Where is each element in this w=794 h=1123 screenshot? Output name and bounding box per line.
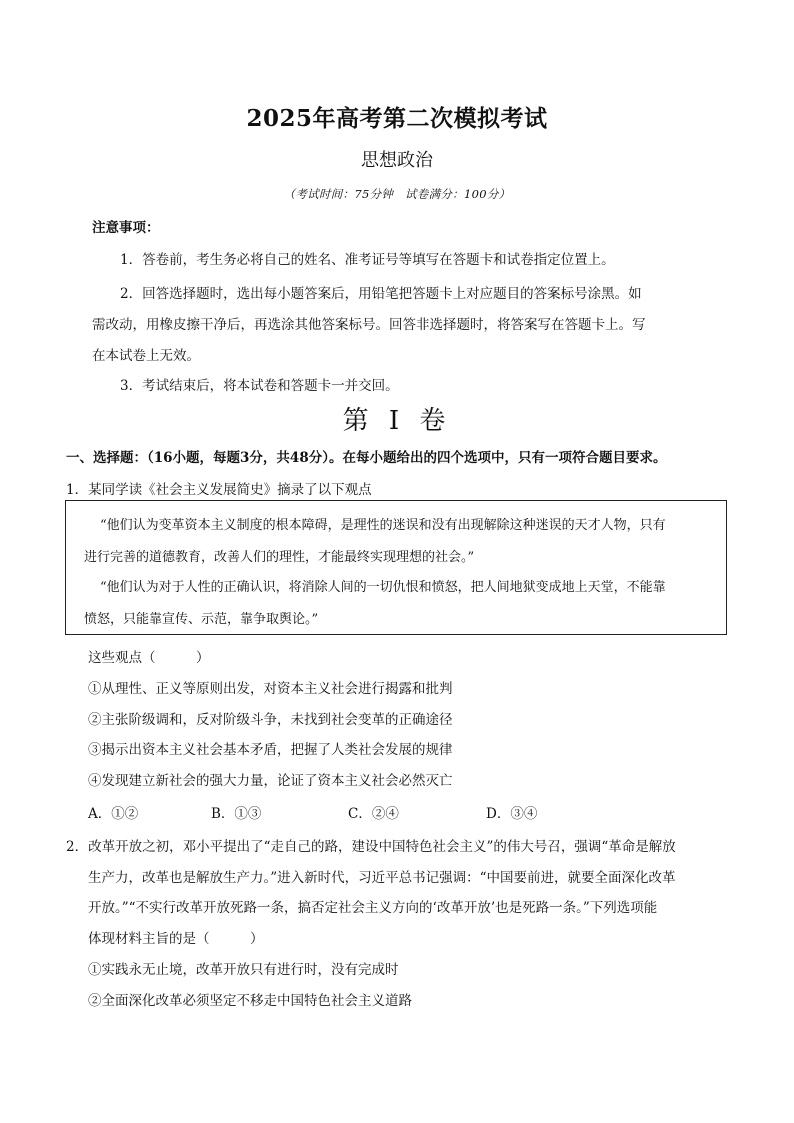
notice-item-2-line-1: 2．回答选择题时，选出每小题答案后，用铅笔把答题卡上对应题目的答案标号涂黑。如 <box>120 286 642 302</box>
q1-quote1-line1: “他们认为变革资本主义制度的根本障碍，是理性的迷误和没有出现解除这种迷误的天才人物，只有 <box>100 518 666 533</box>
q1-option-a: A．①② <box>88 806 139 822</box>
q2-stem-line-4: 体现材料主旨的是（ ） <box>88 931 264 947</box>
q1-quote1-line2: 进行完善的道德教育，改善人们的理性，才能最终实现理想的社会。” <box>84 550 475 565</box>
q1-statement-1: ①从理性、正义等原则出发，对资本主义社会进行揭露和批判 <box>88 681 453 697</box>
section-heading <box>66 446 666 466</box>
q1-statement-3: ③揭示出资本主义社会基本矛盾，把握了人类社会发展的规律 <box>88 742 453 758</box>
q1-statement-4: ④发现建立新社会的强大力量，论证了资本主义社会必然灭亡 <box>88 773 453 789</box>
q1-statement-2: ②主张阶级调和，反对阶级斗争，未找到社会变革的正确途径 <box>88 712 453 728</box>
notice-heading: 注意事项： <box>92 220 160 236</box>
volume-title: 第 I 卷 <box>342 406 452 436</box>
exam-title: 2025年高考第二次模拟考试 <box>246 105 548 132</box>
q2-stem-line-2: 生产力，改革也是解放生产力。”进入新时代，习近平总书记强调：“中国要前进，就要全面深化改革 <box>88 870 676 886</box>
q2-statement-1: ①实践永无止境，改革开放只有进行时，没有完成时 <box>88 962 399 978</box>
q2-stem-line-1: 2．改革开放之初，邓小平提出了“走自己的路，建设中国特色社会主义”的伟大号召，强调“革命是解放 <box>66 839 676 855</box>
notice-item-3: 3．考试结束后，将本试卷和答题卡一并交回。 <box>120 378 399 394</box>
section-heading-part1: 一、选择题：（16小题，每题3分，共48分）。在每小题给出的 <box>66 450 437 466</box>
q1-quote2-line2: 愤怒，只能靠宣传、示范，靠争取舆论。” <box>84 612 319 627</box>
section-heading-emphasis: 四个选项 <box>436 450 491 466</box>
q1-prompt: 这些观点（ ） <box>88 650 210 666</box>
section-heading-part3: 中，只有一项符合题目要求。 <box>490 450 667 466</box>
notice-item-2-line-2: 需改动，用橡皮擦干净后，再选涂其他答案标号。回答非选择题时，将答案写在答题卡上。写 <box>92 317 646 333</box>
q1-option-b: B．①③ <box>211 806 262 822</box>
q1-option-d: D．③④ <box>486 806 538 822</box>
q2-stem-line-3: 开放。”“不实行改革开放死路一条，搞否定社会主义方向的‘改革开放’也是死路一条。”下列选项能 <box>88 900 658 916</box>
q2-statement-2: ②全面深化改革必须坚定不移走中国特色社会主义道路 <box>88 993 412 1009</box>
notice-item-1: 1．答卷前，考生务必将自己的姓名、准考证号等填写在答题卡和试卷指定位置上。 <box>120 252 615 268</box>
subject-title: 思想政治 <box>361 150 433 171</box>
exam-info: （考试时间：75分钟 试卷满分：100分） <box>283 187 511 201</box>
q1-option-c: C．②④ <box>348 806 399 822</box>
notice-item-2-line-3: 在本试卷上无效。 <box>92 348 200 364</box>
q1-quote2-line1: “他们认为对于人性的正确认识，将消除人间的一切仇恨和愤怒，把人间地狱变成地上天堂，不能靠 <box>100 580 666 595</box>
q1-stem: 1．某同学读《社会主义发展简史》摘录了以下观点 <box>66 482 372 498</box>
